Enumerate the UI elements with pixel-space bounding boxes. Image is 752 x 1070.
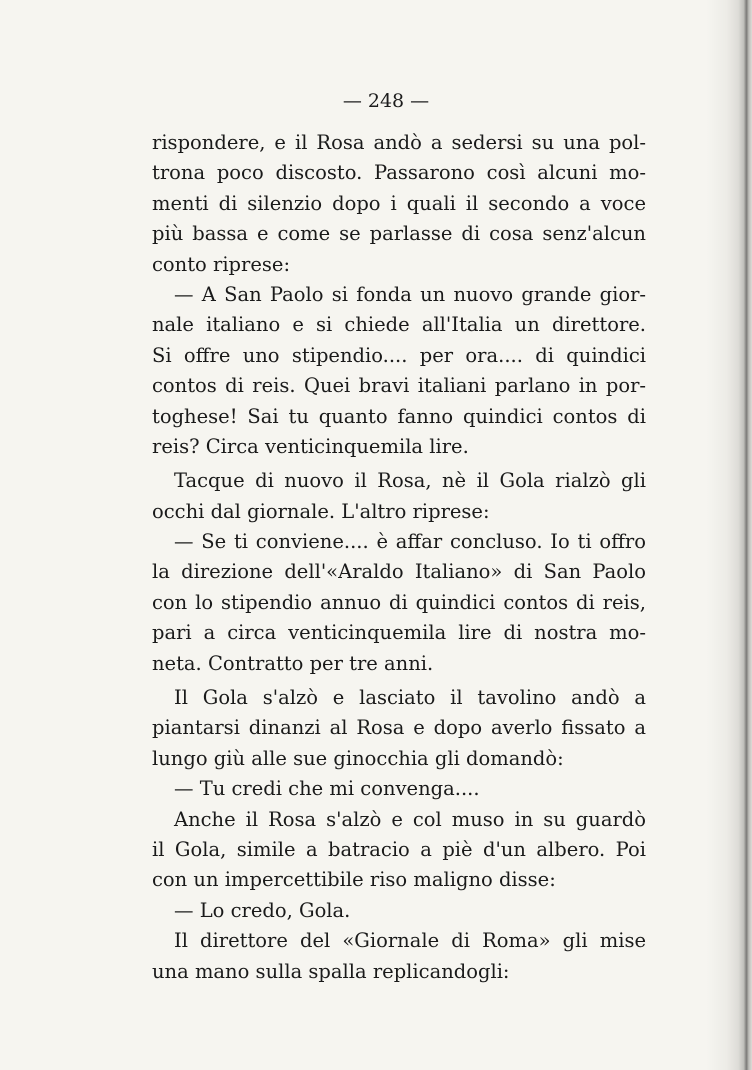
text-line: occhi dal giornale. L'altro riprese: [152, 499, 490, 523]
text-line: Si offre uno stipendio.... per ora.... di quindici [152, 343, 646, 367]
text-line: — Se ti conviene.... è affar concluso. Io ti offro [174, 530, 646, 554]
text-line: con lo stipendio annuo di quindici contos di reis, [152, 590, 646, 614]
text-line: contos di reis. Quei bravi italiani parlano in por- [152, 374, 646, 398]
text-line: piantarsi dinanzi al Rosa e dopo averlo fissato a [152, 716, 646, 740]
text-line: Il direttore del «Giornale di Roma» gli mise [174, 929, 646, 953]
text-line: pari a circa venticinquemila lire di nostra mo- [152, 621, 646, 645]
text-line: rispondere, e il Rosa andò a sedersi su una pol- [152, 131, 646, 154]
text-line: toghese! Sai tu quanto fanno quindici contos di [152, 404, 646, 428]
text-line: Il Gola s'alzò e lasciato il tavolino andò a [174, 686, 646, 710]
text-line: il Gola, simile a batracio a piè d'un albero. Poi [152, 837, 646, 861]
text-line: menti di silenzio dopo i quali il secondo a voce [152, 191, 646, 215]
text-line: Tacque di nuovo il Rosa, nè il Gola rialzò gli [174, 469, 646, 493]
text-line: conto riprese: [152, 252, 291, 276]
text-line: reis? Circa venticinquemila lire. [152, 434, 469, 458]
text-line: — A San Paolo si fonda un nuovo grande gior- [174, 282, 646, 306]
text-line: con un impercettibile riso maligno disse: [152, 868, 556, 892]
text-line: trona poco discosto. Passarono così alcuni mo- [152, 161, 646, 185]
text-line: nale italiano e si chiede all'Italia un direttore. [152, 313, 646, 337]
text-line: — Lo credo, Gola. [174, 898, 351, 922]
body-text [152, 128, 646, 987]
text-line: Anche il Rosa s'alzò e col muso in su guardò [174, 807, 646, 831]
text-line: neta. Contratto per tre anni. [152, 651, 434, 675]
text-line: più bassa e come se parlasse di cosa senz'alcun [152, 222, 646, 246]
text-line: la direzione dell'«Araldo Italiano» di San Paolo [152, 560, 646, 584]
text-line: — Tu credi che mi convenga.... [174, 777, 480, 801]
page-number: — 248 — [342, 90, 430, 112]
text-line: lungo giù alle sue ginocchia gli domandò: [152, 746, 564, 770]
text-line: una mano sulla spalla replicandogli: [152, 959, 510, 983]
page-edge-shadow [706, 0, 752, 1070]
